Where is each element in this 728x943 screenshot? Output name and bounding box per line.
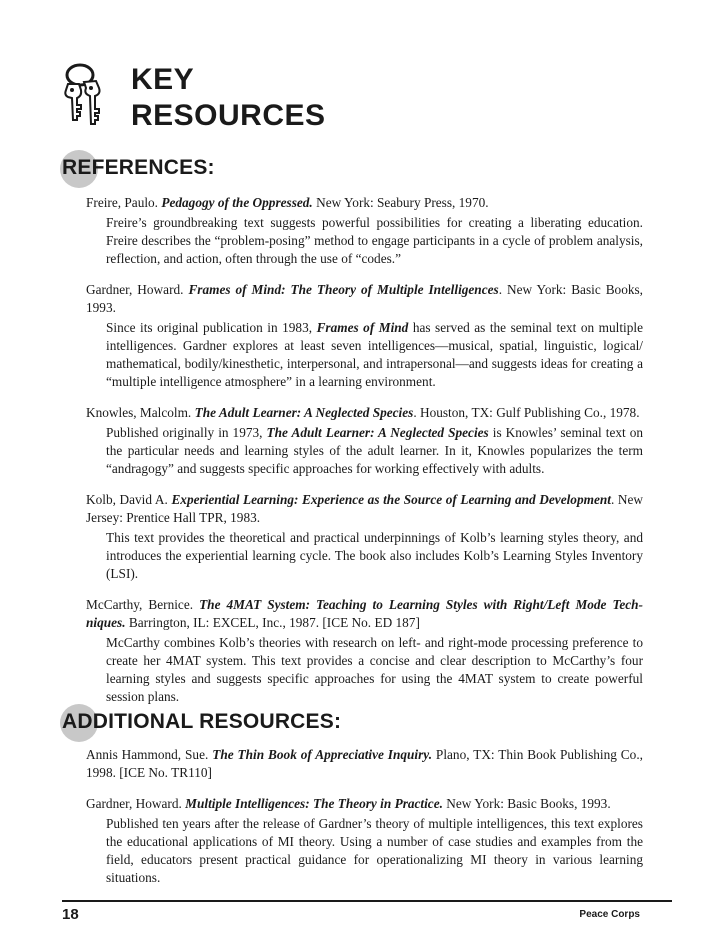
footer-rule [62, 900, 672, 902]
annotation-text: Published ten years after the release of Gardner’s theory of multiple intelligences, this text explores the educational applications of MI theory. Using a number of case studies and examples from the field, educators present practical guidance for operationalizing MI theory in various learning situations. [106, 816, 643, 885]
annotation-title: The Adult Learner: A Neglected Species [266, 425, 489, 440]
citation-title: Frames of Mind: The Theory of Multiple Intelligences [188, 282, 499, 297]
annotation-text: Since its original publication in 1983, [106, 320, 317, 335]
additional-list [86, 746, 643, 900]
references-heading [62, 156, 215, 180]
citation-title: Multiple Intelligences: The Theory in Practice. [185, 796, 443, 811]
citation-details: New York: Basic Books, 1993. [442, 796, 611, 811]
citation [86, 596, 643, 632]
page-title [131, 62, 326, 134]
citation-author: Freire, Paulo. [86, 195, 162, 210]
citation-details: . New York: Basic Books, 1993. [86, 282, 644, 315]
footer-org: Peace Corps [579, 909, 640, 920]
citation-details: New York: Seabury Press, 1970. [312, 195, 489, 210]
annotation-text: is Knowles’ seminal text on the particular needs and learning styles of the adult learner. In it, Knowles popularizes the term “andragogy” and suggests specific approaches for working effectively with adults. [106, 425, 644, 476]
reference-entry [86, 596, 643, 706]
citation-details: Barrington, IL: EXCEL, Inc., 1987. [ICE No. ED 187] [125, 615, 420, 630]
title-line-2: RESOURCES [131, 99, 326, 132]
additional-resources-heading [62, 710, 341, 734]
annotation [106, 815, 643, 887]
citation [86, 281, 643, 317]
citation-details: Plano, TX: Thin Book Publishing Co., 1998. [ICE No. TR110] [86, 747, 643, 780]
annotation-text: Freire’s groundbreaking text suggests powerful possibilities for creating a liberating education. Freire describes the “problem-posing” method to engage participants in a cycle of problem analysis, reflection, and action, often through the use of “codes.” [106, 215, 643, 266]
citation-author: Gardner, Howard. [86, 282, 189, 297]
annotation-text: McCarthy combines Kolb’s theories with research on left- and right-mode processing preference to create her 4MAT system. This text provides a concise and clear description to McCarthy’s four learning styles and suggests specific approaches for using the 4MAT system to create powerful session plans. [106, 635, 643, 704]
additional-heading-text: ADDITIONAL RESOURCES: [62, 710, 342, 733]
title-line-1: KEY [131, 63, 195, 96]
page-number: 18 [62, 906, 79, 923]
annotation [106, 319, 643, 391]
reference-entry [86, 281, 643, 391]
citation [86, 404, 643, 422]
citation-details: . New Jersey: Prentice Hall TPR, 1983. [86, 492, 643, 525]
reference-entry [86, 491, 643, 583]
reference-entry [86, 795, 643, 887]
citation-title: The Thin Book of Appreciative Inquiry. [212, 747, 433, 762]
citation-author: Kolb, David A. [86, 492, 172, 507]
reference-entry [86, 194, 643, 268]
citation-title: The Adult Learner: A Neglected Species [194, 405, 414, 420]
citation [86, 746, 643, 782]
citation-details: . Houston, TX: Gulf Publishing Co., 1978. [413, 405, 640, 420]
citation-author: McCarthy, Bernice. [86, 597, 200, 612]
annotation [106, 424, 643, 478]
keys-icon [58, 62, 108, 128]
reference-entry [86, 404, 643, 478]
annotation [106, 634, 643, 706]
annotation-text: This text provides the theoretical and practical underpinnings of Kolb’s learning styles theory, and introduces the experiential learning cycle. The book also includes Kolb’s Learning Styles Inventory (LSI). [106, 530, 643, 581]
citation [86, 491, 643, 527]
citation-title: The 4MAT System: Teaching to Learning Styles with Right/Left Mode Tech-niques. [86, 597, 643, 630]
citation-author: Gardner, Howard. [86, 796, 186, 811]
citation-author: Knowles, Malcolm. [86, 405, 195, 420]
citation [86, 795, 643, 813]
citation-title: Pedagogy of the Oppressed. [161, 195, 313, 210]
annotation-text: Published originally in 1973, [106, 425, 267, 440]
references-heading-text: REFERENCES: [62, 156, 215, 179]
annotation-text: has served as the seminal text on multiple intelligences. Gardner explores at least seven intelligences—musical, spatial, linguistic, logical/ mathematical, bodily/kinesthetic, interpersonal, and intrapersonal—and suggests ideas for creating a “multiple intelligence atmosphere” in a learning environment. [106, 320, 643, 389]
annotation [106, 214, 643, 268]
reference-entry [86, 746, 643, 782]
citation-title: Experiential Learning: Experience as the Source of Learning and Development [171, 492, 611, 507]
annotation [106, 529, 643, 583]
annotation-title: Frames of Mind [316, 320, 409, 335]
citation [86, 194, 643, 212]
references-list [86, 194, 643, 719]
citation-author: Annis Hammond, Sue. [86, 747, 213, 762]
